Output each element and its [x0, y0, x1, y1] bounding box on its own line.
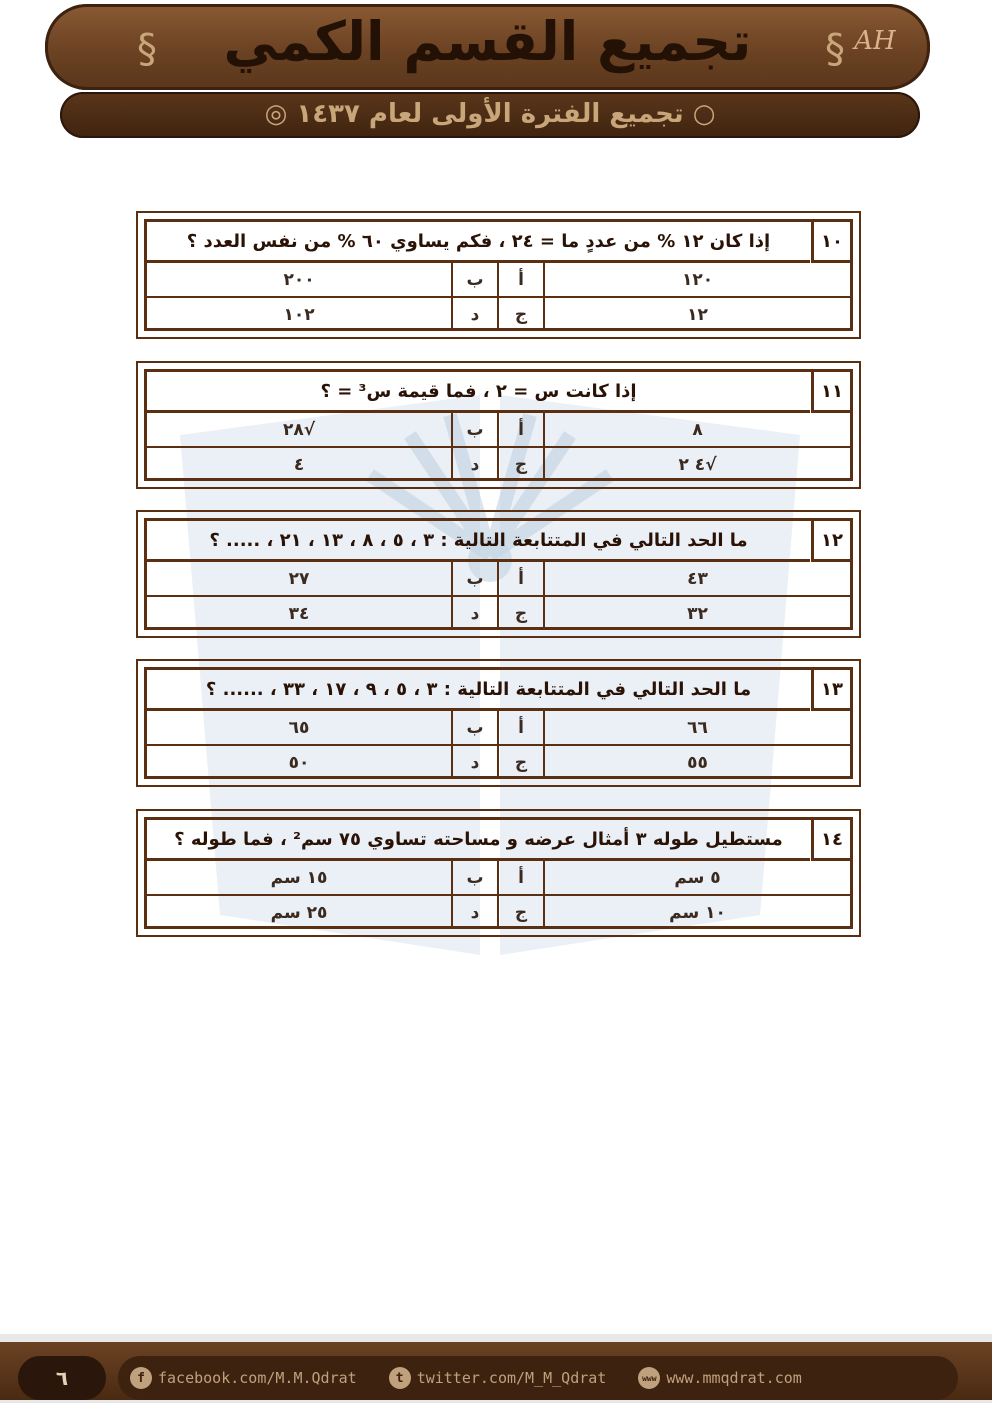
- option-a-label: أ: [499, 263, 545, 296]
- question-10: [136, 211, 861, 339]
- question-14: [136, 809, 861, 937]
- question-number: ١١: [811, 372, 850, 413]
- facebook-text: facebook.com/M.M.Qdrat: [158, 1369, 357, 1387]
- ornament-right-icon: §: [825, 26, 845, 72]
- footer-bar: [0, 1342, 992, 1400]
- www-icon: www: [638, 1367, 660, 1389]
- option-d-value[interactable]: ٢٥ سم: [147, 896, 453, 929]
- logo: AH: [854, 26, 896, 56]
- website-link[interactable]: [638, 1367, 801, 1389]
- question-12: [136, 510, 861, 638]
- option-b-label: ب: [453, 562, 499, 595]
- option-b-label: ب: [453, 711, 499, 744]
- twitter-icon: t: [389, 1367, 411, 1389]
- option-c-value[interactable]: ١٢: [687, 304, 708, 325]
- option-c-label: ج: [499, 896, 545, 929]
- question-stem: ما الحد التالي في المتتابعة التالية : ٣ ، ٥ ، ٩ ، ١٧ ، ٣٣ ، ...... ؟: [147, 670, 810, 711]
- answer-row: [147, 448, 850, 481]
- option-c-value[interactable]: ٣٢: [687, 603, 708, 624]
- twitter-link[interactable]: [389, 1367, 607, 1389]
- question-stem: مستطيل طوله ٣ أمثال عرضه و مساحته تساوي ٧٥ سم² ، فما طوله ؟: [147, 820, 810, 861]
- answer-row: [147, 711, 850, 746]
- option-c-value[interactable]: √٤ ٢: [678, 454, 717, 475]
- option-d-label: د: [453, 298, 499, 331]
- option-a-label: أ: [499, 413, 545, 446]
- header-banner: [45, 4, 930, 90]
- option-b-value[interactable]: ٦٥: [147, 711, 453, 744]
- option-d-label: د: [453, 597, 499, 630]
- option-c-label: ج: [499, 597, 545, 630]
- answer-row: [147, 263, 850, 298]
- option-c-label: ج: [499, 448, 545, 481]
- option-d-value[interactable]: ١٠٢: [147, 298, 453, 331]
- option-b-label: ب: [453, 263, 499, 296]
- option-b-value[interactable]: √٢٨: [147, 413, 453, 446]
- answer-row: [147, 861, 850, 896]
- page-title: تجميع القسم الكمي: [223, 10, 752, 73]
- question-stem: إذا كانت س = ٢ ، فما قيمة س³ = ؟: [147, 372, 810, 413]
- option-a-label: أ: [499, 711, 545, 744]
- option-a-value[interactable]: ٤٣: [687, 568, 708, 589]
- question-number: ١٤: [811, 820, 850, 861]
- question-13: [136, 659, 861, 787]
- ornament-left-icon: §: [137, 26, 157, 72]
- option-a-value[interactable]: ١٢٠: [681, 269, 714, 290]
- page-footer: [0, 1334, 992, 1403]
- question-11: [136, 361, 861, 489]
- footer-links: [118, 1356, 958, 1400]
- option-c-label: ج: [499, 746, 545, 779]
- option-d-label: د: [453, 746, 499, 779]
- twitter-text: twitter.com/M_M_Qdrat: [416, 1369, 607, 1387]
- option-a-value[interactable]: ٦٦: [687, 717, 708, 738]
- page-number: ٦: [18, 1356, 106, 1400]
- option-d-value[interactable]: ٣٤: [147, 597, 453, 630]
- answer-row: [147, 413, 850, 448]
- option-a-label: أ: [499, 562, 545, 595]
- answer-row: [147, 562, 850, 597]
- question-stem: ما الحد التالي في المتتابعة التالية : ٣ ، ٥ ، ٨ ، ١٣ ، ٢١ ، ..... ؟: [147, 521, 810, 562]
- answer-row: [147, 896, 850, 929]
- question-number: ١٢: [811, 521, 850, 562]
- option-c-label: ج: [499, 298, 545, 331]
- answer-row: [147, 746, 850, 779]
- option-d-label: د: [453, 448, 499, 481]
- answer-row: [147, 298, 850, 331]
- option-c-value[interactable]: ١٠ سم: [669, 902, 726, 923]
- option-c-value[interactable]: ٥٥: [687, 752, 708, 773]
- option-d-value[interactable]: ٥٠: [147, 746, 453, 779]
- facebook-icon: f: [130, 1367, 152, 1389]
- option-a-value[interactable]: ٨: [692, 419, 703, 440]
- option-b-label: ب: [453, 413, 499, 446]
- option-d-label: د: [453, 896, 499, 929]
- page-header: [45, 0, 930, 140]
- option-a-value[interactable]: ٥ سم: [674, 867, 721, 888]
- facebook-link[interactable]: [130, 1367, 357, 1389]
- header-subtitle-bar: [60, 92, 920, 138]
- question-number: ١٣: [811, 670, 850, 711]
- option-d-value[interactable]: ٤: [147, 448, 453, 481]
- option-a-label: أ: [499, 861, 545, 894]
- website-text: www.mmqdrat.com: [666, 1369, 802, 1387]
- option-b-value[interactable]: ٢٧: [147, 562, 453, 595]
- answer-row: [147, 597, 850, 630]
- option-b-label: ب: [453, 861, 499, 894]
- page-subtitle: ○ تجميع الفترة الأولى لعام ١٤٣٧ ◎: [264, 99, 716, 129]
- option-b-value[interactable]: ١٥ سم: [147, 861, 453, 894]
- option-b-value[interactable]: ٢٠٠: [147, 263, 453, 296]
- question-stem: إذا كان ١٢ % من عددٍ ما = ٢٤ ، فكم يساوي ٦٠ % من نفس العدد ؟: [147, 222, 810, 263]
- question-number: ١٠: [811, 222, 850, 263]
